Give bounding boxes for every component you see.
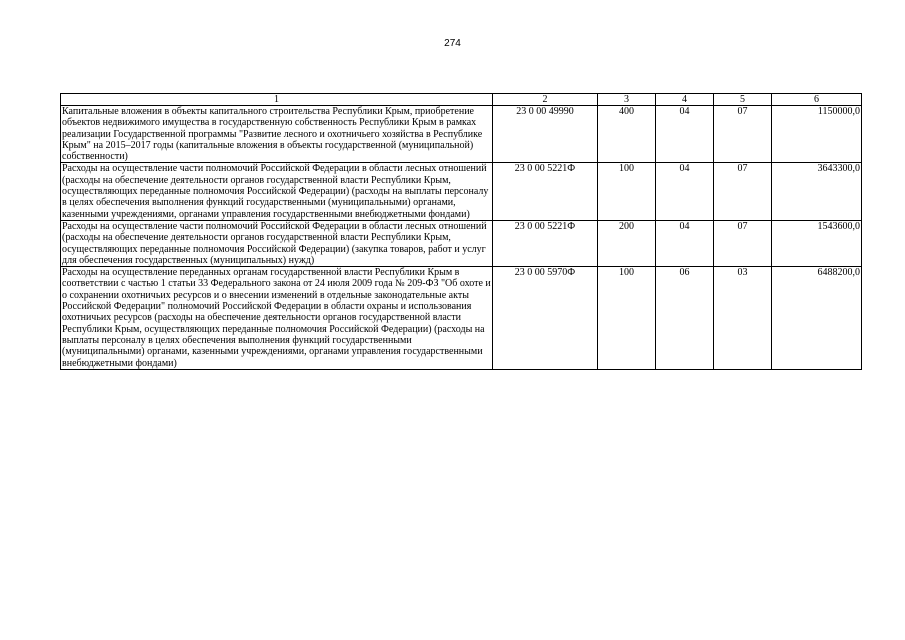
header-col-1: 1 <box>61 94 493 106</box>
row-description: Расходы на осуществление части полномочий Российской Федерации в области лесных отношений (расходы на обеспечение деятельности органов государственной власти Республики Крым, осуществляющих переданные полномочия Российской Федерации) (закупка товаров, работ и услуг для обеспечения государственных (муниципальных) нужд) <box>61 220 493 266</box>
table-row <box>61 106 862 163</box>
table-row <box>61 220 862 266</box>
row-amount: 6488200,0 <box>772 267 862 370</box>
row-col4: 04 <box>656 220 714 266</box>
header-col-4: 4 <box>656 94 714 106</box>
row-col3: 100 <box>598 267 656 370</box>
row-col4: 04 <box>656 163 714 220</box>
row-code: 23 0 00 5970Ф <box>493 267 598 370</box>
row-description: Расходы на осуществление части полномочий Российской Федерации в области лесных отношений (расходы на обеспечение деятельности органов государственной власти Республики Крым, осуществляющих переданные полномочия Российской Федерации) (расходы на выплаты персоналу в целях обеспечения выполнения функций государственными (муниципальными) органами, казенными учреждениями, органами управления государственными внебюджетными фондами) <box>61 163 493 220</box>
row-description: Расходы на осуществление переданных органам государственной власти Республики Крым в соответствии с частью 1 статьи 33 Федерального закона от 24 июля 2009 года № 209-ФЗ "Об охоте и о сохранении охотничьих ресурсов и о внесении изменений в отдельные законодательные акты Российской Федерации" полномочий Российской Федерации в области охраны и использования охотничьих ресурсов (расходы на обеспечение деятельности органов государственной власти Республики Крым, осуществляющих переданные полномочия Российской Федерации) (расходы на выплаты персоналу в целях обеспечения выполнения функций государственными (муниципальными) органами, казенными учреждениями, органами управления государственными внебюджетными фондами) <box>62 267 491 369</box>
table-row <box>61 163 862 220</box>
budget-table <box>60 93 862 370</box>
header-col-5: 5 <box>714 94 772 106</box>
row-code: 23 0 00 49990 <box>493 106 598 163</box>
header-col-2: 2 <box>493 94 598 106</box>
row-description: Капитальные вложения в объекты капитального строительства Республики Крым, приобретение объектов недвижимого имущества в государственную собственность Республики Крым в рамках реализации Государственной программы "Развитие лесного и охотничьего хозяйства в Республике Крым" на 2015–2017 годы (капитальные вложения в объекты государственной (муниципальной) собственности) <box>61 106 493 163</box>
row-col4: 06 <box>656 267 714 370</box>
row-amount: 1150000,0 <box>772 106 862 163</box>
row-col5: 03 <box>714 267 772 370</box>
row-amount: 3643300,0 <box>772 163 862 220</box>
row-code: 23 0 00 5221Ф <box>493 163 598 220</box>
row-col4: 04 <box>656 106 714 163</box>
table-row <box>61 267 862 370</box>
row-col5: 07 <box>714 163 772 220</box>
header-col-6: 6 <box>772 94 862 106</box>
row-col5: 07 <box>714 220 772 266</box>
page-number: 274 <box>444 38 461 49</box>
row-col3: 200 <box>598 220 656 266</box>
row-col3: 100 <box>598 163 656 220</box>
row-amount: 1543600,0 <box>772 220 862 266</box>
row-code: 23 0 00 5221Ф <box>493 220 598 266</box>
row-col5: 07 <box>714 106 772 163</box>
row-col3: 400 <box>598 106 656 163</box>
header-col-3: 3 <box>598 94 656 106</box>
table-header-row <box>61 94 862 106</box>
